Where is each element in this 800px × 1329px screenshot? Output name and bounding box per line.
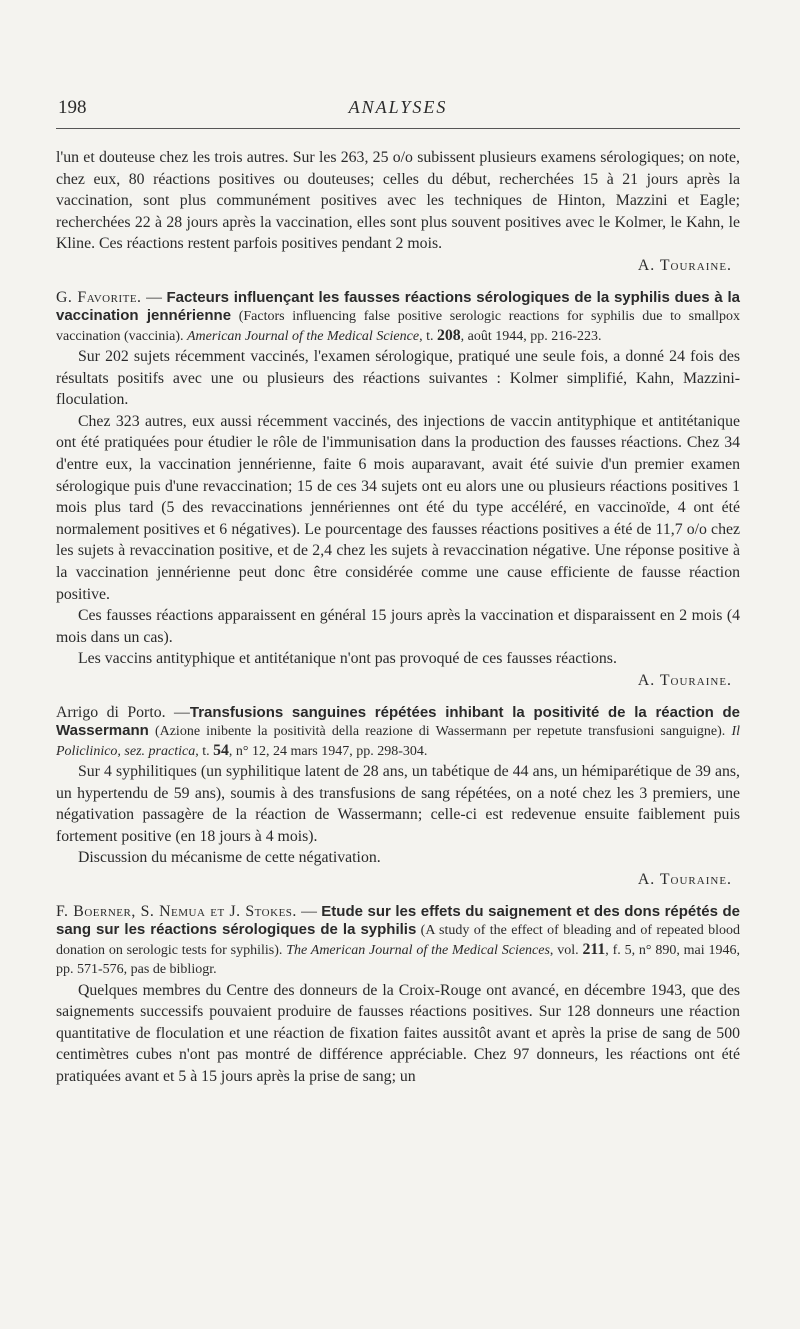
running-header <box>56 0 740 129</box>
volume: 54 <box>213 741 229 759</box>
article-favorite <box>56 289 740 692</box>
volume: 211 <box>582 940 606 958</box>
journal-name: The American Journal of the Medical Sciences <box>286 942 550 958</box>
article-title: Etude sur les effets du saignement et des dons répétés de sang sur les réactions sérologiques de la syphilis <box>56 902 740 939</box>
page-number: 198 <box>58 97 87 118</box>
article-title: Facteurs influençant les fausses réactions sérologiques de la syphilis dues à la vaccination jennérienne <box>56 288 741 325</box>
article-title: Transfusions sanguines répétées inhibant la positivité de la réaction de Wassermann <box>56 703 741 740</box>
article-heading: F. Boerner, S. Nemua et J. Stokes. — Etude sur les effets du saignement et des dons répétés de sang sur les réactions sérologiques de la syphilis (A study of the effect of bleading and of repeated blood donation on serologic tests for syphilis). The American Journal of the Medical Sciences, vol. 211, f. 5, n° 890, mai 1946, pp. 571-576, pas de bibliogr. <box>56 902 741 978</box>
article-original-title: (Factors influencing false positive serologic reactions for syphilis due to smallpox vaccination (vaccinia). <box>56 309 740 344</box>
volume: 208 <box>436 326 461 344</box>
journal-name: American Journal of the Medical Science <box>186 328 420 344</box>
continuation-paragraph: l'un et douteuse chez les trois autres. Sur les 263, 25 o/o subissent plusieurs examens sérologiques; on note, chez eux, 80 réactions positives ou douteuses; celles du début, recherchées 15 à 21 jours après la vaccination, sont plus communément positives avec les techniques de Hinton, Mazzini et Eagle; recherchées 22 à 28 jours après la vaccination, elles sont plus souvent positives avec le Kolmer, le Kahn, le Kline. Ces réactions restent parfois positives pendant 2 mois. <box>56 149 740 253</box>
article-author: Arrigo di Porto. <box>56 703 166 721</box>
signature: A. Touraine. <box>637 671 732 689</box>
article-paragraph: Discussion du mécanisme de cette négativation. <box>78 849 381 867</box>
article-paragraph: Les vaccins antityphique et antitétanique n'ont pas provoqué de ces fausses réactions. <box>78 650 617 668</box>
article-heading: Arrigo di Porto. —Transfusions sanguines répétées inhibant la positivité de la réaction de Wassermann (Azione inibente la positività della reazione di Wassermann per repetute transfusioni sanguigne). Il Policlinico, sez. practica, t. 54, n° 12, 24 mars 1947, pp. 298-304. <box>56 703 741 759</box>
journal-name: Il Policlinico, sez. practica <box>56 724 740 759</box>
signature: A. Touraine. <box>637 871 732 889</box>
article-boerner <box>56 903 740 1088</box>
article-paragraph: Chez 323 autres, eux aussi récemment vaccinés, des injections de vaccin antityphique et antitétanique ont été pratiquées pour étudier le rôle de l'immunisation dans la production des fausses réactions. Chez 34 d'entre eux, la vaccination jennérienne, faite 6 mois auparavant, avait été suivie d'un premier examen sérologique puis d'une revaccination; 15 de ces 34 sujets ont eu alors une ou plusieurs réactions positives 1 mois plus tard (5 des revaccinations jennériennes ont été du type accéléré, en vaccinoïde, 4 ont été normalement positives et 6 négatives). Le pourcentage des fausses réactions positives a été de 11,7 o/o chez les sujets à revaccination positive, et de 2,4 chez les sujets à revaccination négative. Une réponse positive à la vaccination jennérienne peut donc être considérée comme une cause efficiente de fausse réaction positive. <box>56 412 740 603</box>
running-title: ANALYSES <box>348 97 448 117</box>
article-paragraph: Sur 4 syphilitiques (un syphilitique latent de 28 ans, un tabétique de 44 ans, un hémiparétique de 39 ans, un hypertendu de 59 ans), soumis à des transfusions de sang répétées, on a noté chez les 3 premiers, une négativation passagère de la réaction de Wassermann; celle-ci est redevenue ensuite faiblement puis fortement positive (en 18 jours à 4 mois). <box>56 763 740 845</box>
article-heading: G. Favorite. — Facteurs influençant les fausses réactions sérologiques de la syphilis dues à la vaccination jennérienne (Factors influencing false positive serologic reactions for syphilis due to smallpox vaccination (vaccinia). American Journal of the Medical Science, t. 208, août 1944, pp. 216-223. <box>56 288 741 344</box>
signature: A. Touraine. <box>637 256 732 274</box>
article-original-title: (Azione inibente la positività della reazione di Wassermann per repetute transfusioni sanguigne). <box>148 724 732 740</box>
article-paragraph: Quelques membres du Centre des donneurs de la Croix-Rouge ont avancé, en décembre 1943, que des saignements successifs pouvaient produire de fausses réactions positives. Sur 128 donneurs une réaction quantitative de floculation et une réaction de fixation faites aussitôt avant et après la prise de sang de 500 centimètres cubes n'ont pas montré de différence appréciable. Chez 97 donneurs, les réactions ont été pratiquées avant et 5 à 15 jours après la prise de sang; un <box>56 981 740 1085</box>
article-author: F. Boerner, S. Nemua et J. Stokes. <box>56 902 297 920</box>
article-paragraph: Sur 202 sujets récemment vaccinés, l'examen sérologique, pratiqué une seule fois, a donné 24 fois des résultats positifs avec une ou plusieurs des réactions suivantes : Kolmer simplifié, Kahn, Mazzini-floculation. <box>56 348 740 409</box>
article-author: G. Favorite. <box>56 288 142 306</box>
article-porto <box>56 704 740 891</box>
article-paragraph: Ces fausses réactions apparaissent en général 15 jours après la vaccination et disparaissent en 2 mois (4 mois dans un cas). <box>56 607 740 646</box>
article-original-title: (A study of the effect of bleading and of repeated blood donation on serologic tests for syphilis). <box>56 923 741 958</box>
